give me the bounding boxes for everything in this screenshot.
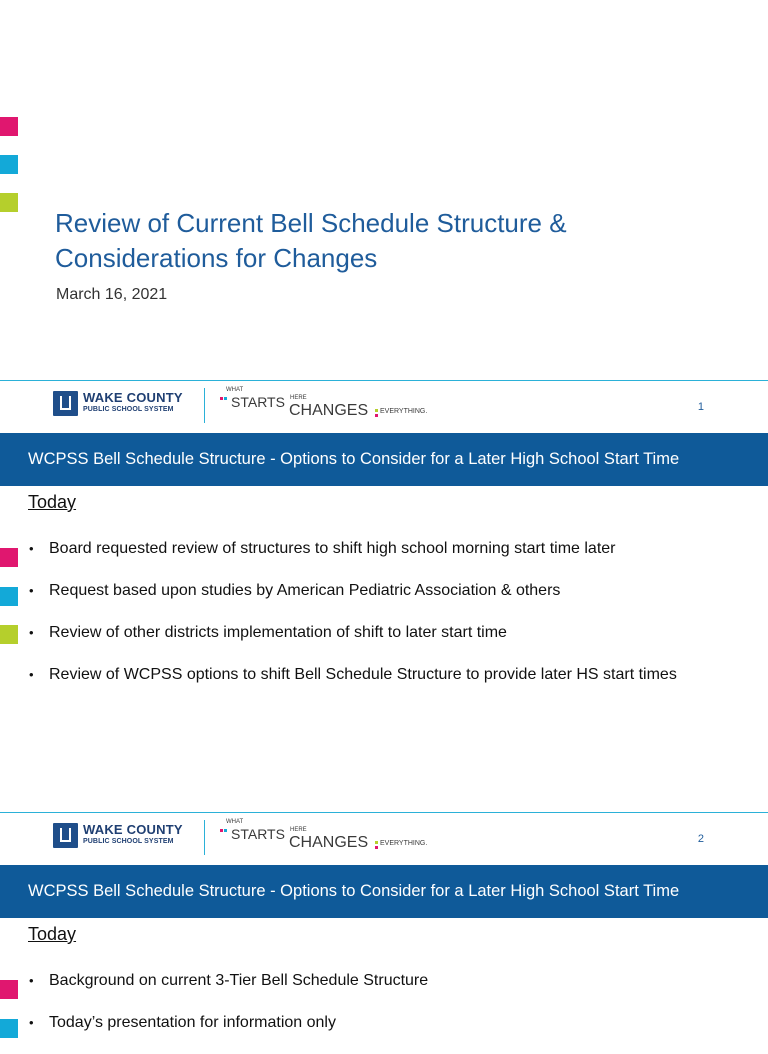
org-logo-text — [83, 823, 183, 845]
tagline-logo — [220, 385, 440, 425]
wcpss-logo-icon — [53, 391, 78, 416]
tagline-what: WHAT — [226, 387, 244, 393]
page-number: 2 — [697, 833, 704, 845]
tagline-logo — [220, 817, 440, 857]
pink-square-icon — [0, 117, 18, 136]
bullet-item: • Review of other districts implementation of shift to later start time — [0, 622, 768, 664]
tagline-everything: EVERYTHING. — [380, 408, 428, 415]
tagline-starts: STARTS — [231, 394, 285, 410]
footer-divider — [204, 820, 205, 855]
tagline-dot-icon — [375, 846, 378, 849]
tagline-dot-icon — [375, 841, 378, 844]
slide-footer-1 — [0, 380, 768, 431]
tagline-here: HERE — [290, 395, 307, 401]
slide-header-bar: WCPSS Bell Schedule Structure - Options to Consider for a Later High School Start Time — [0, 865, 768, 918]
bullet-list — [0, 538, 768, 706]
tagline-here: HERE — [290, 827, 307, 833]
org-subname: PUBLIC SCHOOL SYSTEM — [83, 406, 174, 413]
section-heading: Today — [28, 492, 77, 512]
slide-header-bar: WCPSS Bell Schedule Structure - Options to Consider for a Later High School Start Time — [0, 433, 768, 486]
slide-date: March 16, 2021 — [56, 286, 168, 303]
org-subname: PUBLIC SCHOOL SYSTEM — [83, 838, 174, 845]
slide-title-line-1: Review of Current Bell Schedule Structure & — [55, 208, 567, 238]
tagline-changes: CHANGES — [289, 402, 369, 419]
slide-title — [55, 206, 735, 276]
bullet-item: • Today’s presentation for information only — [0, 1012, 768, 1054]
tagline-changes: CHANGES — [289, 834, 369, 851]
tagline-dot-icon — [220, 397, 223, 400]
footer-divider — [204, 388, 205, 423]
tagline-everything: EVERYTHING. — [380, 840, 428, 847]
org-name: WAKE COUNTY — [83, 390, 183, 405]
bullet-item: • Review of WCPSS options to shift Bell Schedule Structure to provide later HS start times — [0, 664, 768, 706]
tagline-dot-icon — [220, 829, 223, 832]
tagline-dot-icon — [224, 397, 227, 400]
slide-title-line-2: Considerations for Changes — [55, 243, 378, 273]
org-name: WAKE COUNTY — [83, 822, 183, 837]
bullet-item: • Request based upon studies by American Pediatric Association & others — [0, 580, 768, 622]
wcpss-logo-icon — [53, 823, 78, 848]
org-logo-text — [83, 391, 183, 413]
tagline-dot-icon — [375, 409, 378, 412]
tagline-dot-icon — [224, 829, 227, 832]
tagline-dot-icon — [375, 414, 378, 417]
bullet-list — [0, 970, 768, 1054]
lime-square-icon — [0, 193, 18, 212]
page-number: 1 — [697, 401, 704, 413]
section-heading: Today — [28, 924, 77, 944]
tagline-starts: STARTS — [231, 826, 285, 842]
bullet-item: • Board requested review of structures to shift high school morning start time later — [0, 538, 768, 580]
cyan-square-icon — [0, 155, 18, 174]
tagline-what: WHAT — [226, 819, 244, 825]
slide-footer-2 — [0, 812, 768, 863]
bullet-item: • Background on current 3-Tier Bell Schedule Structure — [0, 970, 768, 1012]
